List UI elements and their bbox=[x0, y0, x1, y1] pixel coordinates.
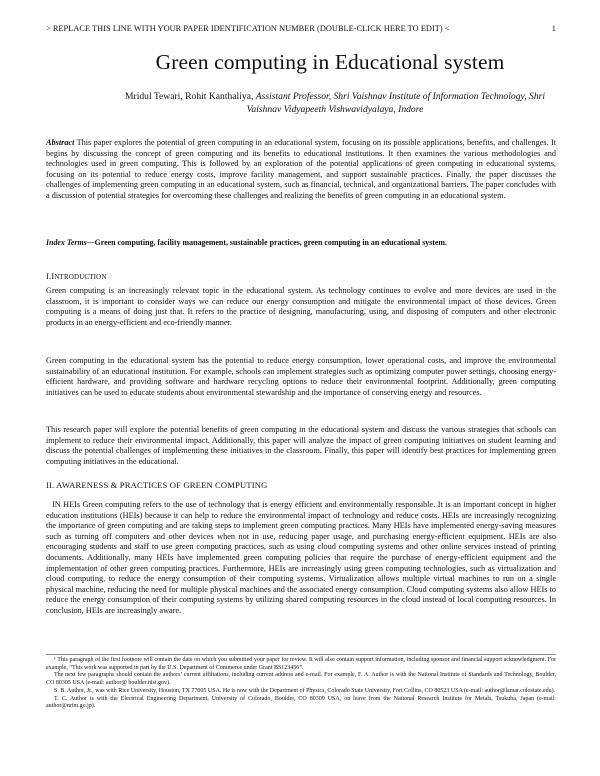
abstract-text: This paper explores the potential of green computing in an educational system, focusing on its possible applications, benefits, and challenges. It begins by discussing the concept of green computing and its benefits to educational institutions. It then examines the various methodologies and technologies used in green computing. This is followed by an exploration of the potential applications of green computing in educational systems, focusing on its potential to reduce energy costs, improve facility management, and support sustainable practices. Finally, the paper discusses the challenges of implementing green computing in an educational system, such as financial, technical, and organizational barriers. The paper concludes with a discussion of potential strategies for overcoming these challenges and realizing the benefits of green computing in an educational system. bbox=[46, 138, 556, 200]
intro-paragraph-3: This research paper will explore the potential benefits of green computing in the educational system and discuss the various strategies that schools can implement to reduce their environmental impact. Additionally, this paper will analyze the impact of green computing initiatives on student learning and discuss the potential challenges of implementing these initiatives in the classroom. Finally, this paper will identify best practices for implementing green computing initiatives in the educational. bbox=[46, 425, 556, 466]
author-block bbox=[120, 91, 550, 116]
header-instruction[interactable]: > REPLACE THIS LINE WITH YOUR PAPER IDENTIFICATION NUMBER (DOUBLE-CLICK HERE TO EDIT) < bbox=[46, 24, 450, 33]
author-affiliation: Assistant Professor, Shri Vaishnav Institute of Information Technology, Shri Vaishnav Vidyapeeth Vishwavidyalaya, Indore bbox=[246, 91, 546, 115]
footnote-2: The next few paragraphs should contain the authors’ current affiliations, including current address and e-mail. For example, F. A. Author is with the National Institute of Standards and Technology, Boulder, CO 80305 USA (e-mail: author@ boulder.nist.gov). bbox=[46, 672, 556, 687]
footnotes bbox=[46, 657, 556, 711]
footnote-divider bbox=[46, 654, 556, 655]
intro-paragraph-1: Green computing is an increasingly relevant topic in the educational system. As technology continues to evolve and more devices are used in the classroom, it is important to consider ways we can reduce our energy consumption and mitigate the environmental impact of those devices. Green computing is a means of doing just that. It refers to the practice of designing, manufacturing, using, and disposing of computers and other electronic products in an energy-efficient and eco-friendly manner. bbox=[46, 286, 556, 327]
index-terms-text: —Green computing, facility management, sustainable practices, green computing in an educational system. bbox=[86, 238, 447, 247]
abstract-label: Abstract bbox=[46, 138, 75, 147]
index-terms bbox=[46, 238, 556, 248]
intro-paragraph-2: Green computing in the educational system has the potential to reduce energy consumption, lower operational costs, and improve the environmental sustainability of an educational institution. For example, schools can implement strategies such as optimizing computer power settings, choosing energy-efficient hardware, and providing software and hardware recycling options to reduce their environmental footprint. Additionally, green computing initiatives can be used to educate students about environmental stewardship and the importance of conserving energy and resources. bbox=[46, 356, 556, 397]
footnote-4: T. C. Author is with the Electrical Engineering Department, University of Colorado, Boulder, CO 80309 USA, on leave from the National Research Institute for Metals, Tsukuba, Japan (e-mail: author@nrim.go.jp). bbox=[46, 695, 556, 710]
running-header bbox=[46, 24, 556, 33]
footnote-1: ¹ This paragraph of the first footnote will contain the date on which you submitted your paper for review. It will also contain support information, including sponsor and financial support acknowledgment. For example, “This work was supported in part by the U.S. Department of Commerce under Grant BS123456”. bbox=[46, 657, 556, 671]
page-number: 1 bbox=[551, 24, 556, 33]
section-heading-rest: NTRODUCTION bbox=[54, 273, 107, 281]
section-number: I. bbox=[46, 271, 52, 281]
footnote-3: S. B. Author, Jr., was with Rice University, Houston, TX 77005 USA. He is now with the Department of Physics, Colorado State University, Fort Collins, CO 80523 USA (e-mail: author@lamar.colostate.edu). bbox=[54, 687, 556, 694]
section-heading-awareness: II. AWARENESS & PRACTICES OF GREEN COMPUTING bbox=[46, 480, 268, 490]
awareness-paragraph: IN HEIs Green computing refers to the use of technology that is energy efficient and environmentally responsible. It is an important concept in higher education institutions (HEIs) because it can help to reduce the environmental impact of technology and reduce costs. HEIs are increasingly recognizing the importance of green computing and are taking steps to implement green computing practices. Many HEIs have implemented energy-saving measures such as turning off computers and other devices when not in use, reducing paper usage, and purchasing energy-efficient equipment. HEIs are also encouraging students and staff to use green computing practices, such as using cloud computing systems and other online services instead of printing documents. Additionally, many HEIs have implemented green computing policies that require the purchase of energy-efficient equipment and the implementation of other green computing practices. Furthermore, HEIs are increasingly using green computing technologies, such as virtualization and cloud computing, to reduce the energy consumption of their computing systems. Virtualization allows multiple virtual machines to run on a single physical machine, reducing the need for multiple physical machines and the associated energy consumption. Cloud computing systems also allow HEIs to reduce the energy consumption of their computing systems by utilizing shared computing resources in the cloud instead of local computing resources. In conclusion, HEIs are increasingly aware. bbox=[46, 500, 556, 615]
section-heading-introduction bbox=[46, 271, 107, 281]
abstract bbox=[46, 138, 556, 202]
author-names: Mridul Tewari, Rohit Kanthaliya, bbox=[124, 91, 254, 102]
paper-title: Green computing in Educational system bbox=[155, 50, 505, 74]
section-initial: I bbox=[51, 271, 55, 281]
index-terms-label: Index Terms bbox=[46, 238, 87, 247]
